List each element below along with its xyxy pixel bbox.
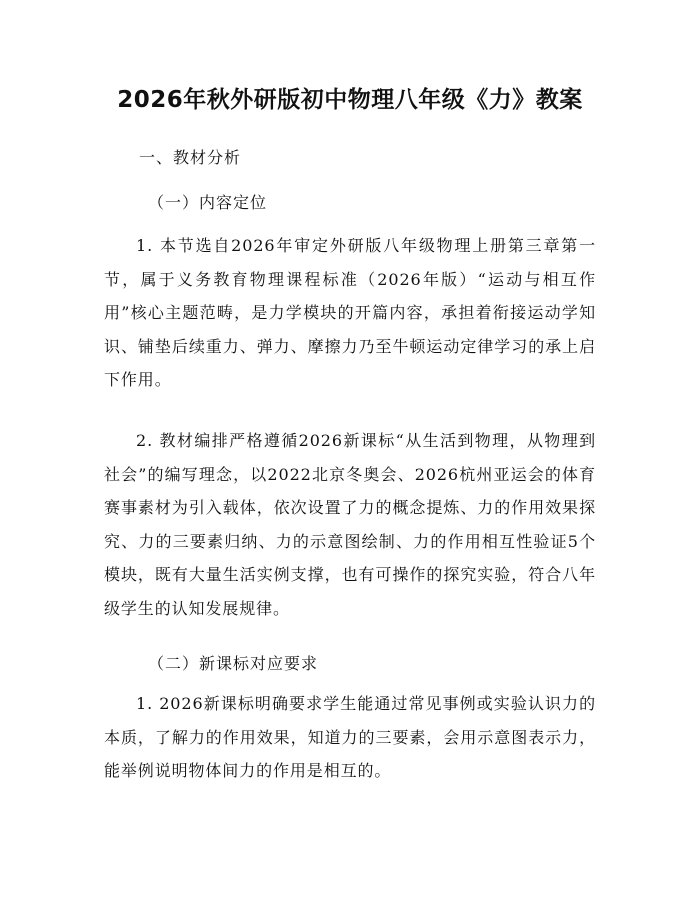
paragraph-content-positioning-2: 2. 教材编排严格遵循2026新课标“从生活到物理，从物理到社会”的编写理念，以2022北京冬奥会、2026杭州亚运会的体育赛事素材为引入载体，依次设置了力的概念提炼、力的作用效果探究、力的三要素归纳、力的示意图绘制、力的作用相互性验证5个模块，既有大量生活实例支撑，也有可操作的探究实验，符合八年级学生的认知发展规律。 [104, 431, 596, 618]
subsection-heading-curriculum-requirements: （二）新课标对应要求 [148, 654, 319, 673]
paragraph-curriculum-requirements-1: 1. 2026新课标明确要求学生能通过常见事例或实验认识力的本质，了解力的作用效果，知道力的三要素，会用示意图表示力，能举例说明物体间力的作用是相互的。 [104, 694, 596, 780]
document-title: 2026年秋外研版初中物理八年级《力》教案 [117, 87, 583, 113]
section-heading-textbook-analysis: 一、教材分析 [139, 148, 242, 167]
subsection-heading-content-positioning: （一）内容定位 [148, 193, 268, 212]
paragraph-content-positioning-1: 1. 本节选自2026年审定外研版八年级物理上册第三章第一节，属于义务教育物理课程标准（2026年版）“运动与相互作用”核心主题范畴，是力学模块的开篇内容，承担着衔接运动学知识、铺垫后续重力、弹力、摩擦力乃至牛顿运动定律学习的承上启下作用。 [104, 236, 596, 389]
